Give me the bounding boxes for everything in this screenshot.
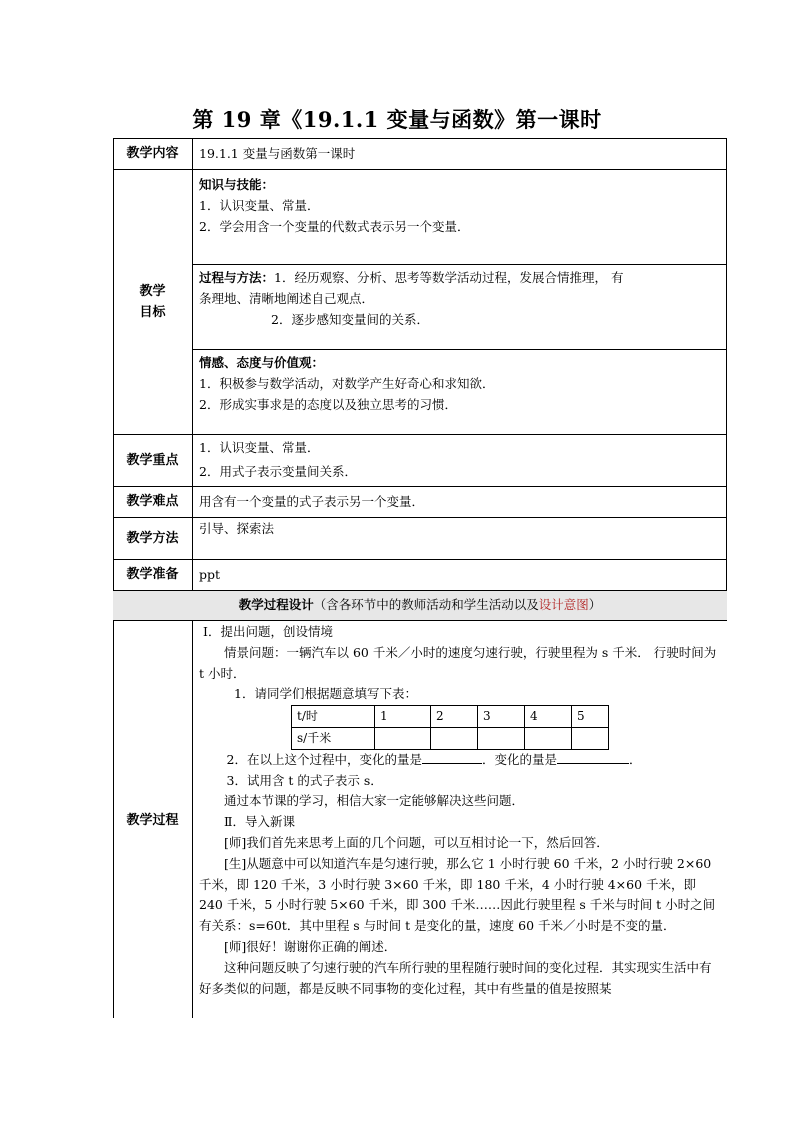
row-line: [113, 559, 727, 560]
table-cell: 3: [478, 706, 525, 728]
row-line: [113, 169, 727, 170]
section1-title: Ⅰ．提出问题，创设情境: [203, 624, 333, 639]
process-content: [199, 622, 721, 999]
banner-paren-open: （含各环节中的教师活动和学生活动以及: [313, 597, 539, 612]
emotion-item: 2．形成实事求是的态度以及独立思考的习惯．: [199, 397, 457, 412]
table-cell: 2: [431, 706, 478, 728]
scenario: 情景问题：一辆汽车以 60 千米／小时的速度匀速行驶，行驶里程为 s 千米． 行驶时间为 t 小时．: [199, 644, 717, 681]
question2-part-c: ．: [628, 751, 642, 767]
goals-label-line2: 目标: [139, 305, 166, 320]
page-title: 第 19 章《19.1.1 变量与函数》第一课时: [192, 107, 602, 132]
emotion-item: 1．积极参与数学活动，对数学产生好奇心和求知欲．: [199, 376, 495, 391]
table-cell: s/千米: [292, 727, 375, 749]
closing-paragraph: 这种问题反映了匀速行驶的汽车所行驶的里程随行驶时间的变化过程．其实现实生活中有好多类似的问题，都是反映不同事物的变化过程，其中有些量的值是按照某: [199, 959, 712, 996]
key-points-label: 教学重点: [126, 453, 179, 468]
question2: [199, 750, 721, 771]
difficulty-label: 教学难点: [126, 494, 179, 509]
table-row: [292, 706, 609, 728]
key-point-item: 2．用式子表示变量间关系．: [199, 464, 357, 479]
goals-subdivider: [192, 264, 727, 265]
table-cell: 1: [375, 706, 431, 728]
fill-table: [291, 705, 609, 750]
banner-red-text: 设计意图: [538, 597, 589, 612]
label-column-divider: [192, 138, 193, 590]
table-right-border: [726, 138, 727, 590]
knowledge-item: 1．认识变量、常量．: [199, 198, 320, 213]
knowledge-item: 2．学会用含一个变量的代数式表示另一个变量．: [199, 219, 470, 234]
table-cell[interactable]: [375, 727, 431, 749]
process-line1: 1．经历观察、分析、思考等数学活动过程，发展合情推理， 有: [274, 270, 624, 285]
row-line: [113, 486, 727, 487]
key-points: [199, 436, 721, 484]
row-line: [113, 620, 727, 621]
preparation-value: ppt: [199, 567, 221, 582]
difficulty-value: 用含有一个变量的式子表示另一个变量．: [199, 494, 425, 509]
goals-knowledge: [199, 174, 721, 237]
row-line: [113, 138, 727, 139]
student-line: [生]从题意中可以知道汽车是匀速行驶，那么它 1 小时行驶 60 千米，2 小时行驶 2×60 千米，即 120 千米，3 小时行驶 3×60 千米，即 180 千米，4 小时行驶 4×60 千米，即 240 千米，5 小时行驶 5×60 千米，即 300 千米……因此行驶里程 s 千米与时间 t 小时之间有关系：s=60t．其中里程 s 与时间 t 是变化的量，速度 60 千米／小时是不变的量．: [199, 855, 716, 934]
banner-main: 教学过程设计: [238, 597, 314, 612]
row-line: [113, 434, 727, 435]
content-label: 教学内容: [126, 146, 179, 161]
table-cell[interactable]: [572, 727, 609, 749]
goals-subdivider: [192, 349, 727, 350]
table-cell: 5: [572, 706, 609, 728]
table-cell: 4: [525, 706, 572, 728]
process-heading: 过程与方法：: [199, 270, 275, 285]
teacher-line-2: [师]很好！谢谢你正确的阐述．: [224, 938, 397, 954]
method-value: 引导、探索法: [199, 521, 275, 536]
table-cell[interactable]: [525, 727, 572, 749]
question3: 3．试用含 t 的式子表示 s．: [226, 772, 383, 788]
preparation-label: 教学准备: [126, 567, 179, 582]
intro-sentence: 通过本节课的学习，相信大家一定能够解决这些问题．: [224, 793, 525, 809]
question2-part-b: ．变化的量是: [481, 751, 557, 767]
knowledge-heading: 知识与技能：: [199, 177, 275, 192]
process-label: 教学过程: [126, 813, 179, 828]
answer-blank[interactable]: [557, 751, 629, 764]
table-cell: t/时: [292, 706, 375, 728]
process-line2: 条理地、清晰地阐述自己观点．: [199, 291, 375, 306]
table-cell[interactable]: [478, 727, 525, 749]
teacher-line-1: [师]我们首先来思考上面的几个问题，可以互相讨论一下，然后回答．: [224, 834, 609, 850]
label-column-divider-lower: [192, 620, 193, 1018]
table-cell[interactable]: [431, 727, 478, 749]
lesson-plan-table: [113, 138, 727, 1018]
goals-emotion: [199, 352, 721, 415]
table-row: [292, 727, 609, 749]
goals-process: [199, 267, 721, 330]
section2-title: Ⅱ．导入新课: [224, 814, 295, 830]
question1: 1．请同学们根据题意填写下表：: [234, 686, 417, 702]
process-design-banner: [113, 591, 727, 620]
banner-paren-close: ）: [588, 597, 602, 612]
question2-part-a: 2．在以上这个过程中，变化的量是: [226, 751, 422, 767]
process-line3: 2．逐步感知变量间的关系．: [271, 312, 429, 327]
emotion-heading: 情感、态度与价值观：: [199, 355, 325, 370]
goals-label-line1: 教学: [139, 284, 166, 299]
goals-label: [113, 281, 192, 323]
answer-blank[interactable]: [422, 751, 482, 764]
method-label: 教学方法: [126, 531, 179, 546]
key-point-item: 1．认识变量、常量．: [199, 440, 320, 455]
content-value: 19.1.1 变量与函数第一课时: [199, 146, 356, 161]
